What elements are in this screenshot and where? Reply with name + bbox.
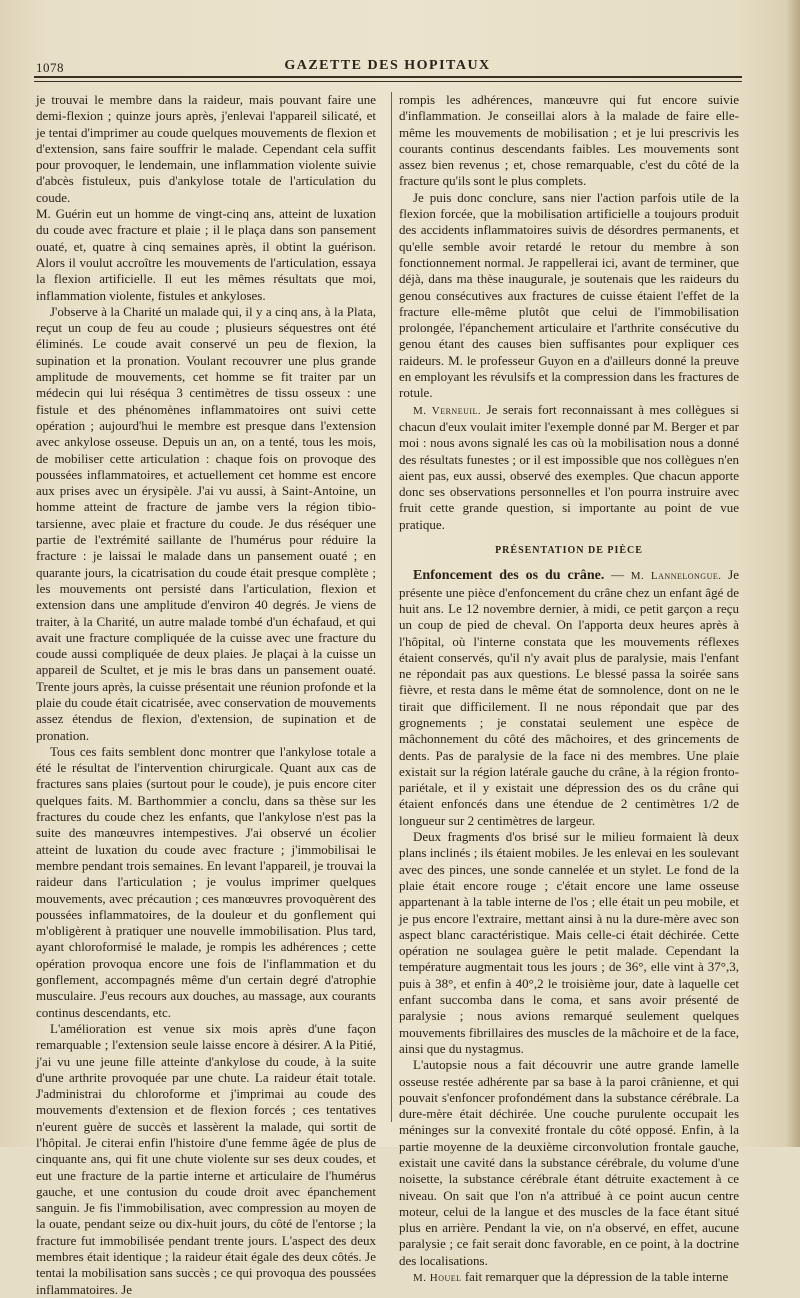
paragraph: M. Guérin eut un homme de vingt-cinq ans, atteint de luxation du coude avec fracture et plaie ; il le plaça dans son pansement ouaté, et, quatre à cinq semaines après, il obtint la guérison. Alors il voulut accroître les mouvements de l'articulation, essaya la flexion artificielle. Il eut les mêmes résultats que moi, inflammation violente, fistules et ankyloses. [36,206,376,303]
section-heading: PRÉSENTATION DE PIÈCE [495,545,643,557]
paragraph: rompis les adhérences, manœuvre qui fut encore suivie d'inflammation. Je conseillai alors à la malade de faire elle-même les mouvements de mobilisation ; et je lui prescrivis les courants continus descendants faibles. Les mouvements sont assez bien revenus ; et, chose remarquable, c'est du côté de la fracture qu'ils sont le plus complets. [399,92,739,189]
paragraph [399,402,739,533]
paragraph-text: Je présente une pièce d'enfoncement du crâne chez un enfant âgé de huit ans. Le 12 novembre dernier, à midi, ce petit garçon a reçu un coup de pied de cheval. On l'apporta deux heures après à l'hôpital, où l'interne constata que les mouvements réflexes étaient conservés, qu'il n'y avait plus de paralysie, mais l'enfant ne répondait pas aux questions. Le blessé passa la soirée sans fièvre, et resta dans le même état de somnolence, dont on ne le tirait que difficilement. Il ne nous répondait que par des grognements ; je constatai seulement une espèce de mâchonnement du côté des mâchoires, et des grincements de dents. Pas de paralysie de la face ni des membres. Une plaie existait sur la région latérale gauche du crâne, à la région fronto-pariétale, et il y existait une dépression des os du crâne qui étaient enfoncés dans une étendue de 2 centimètres 1/2 de longueur sur 2 centimètres de largeur. [399,567,739,828]
paragraph [399,567,739,829]
header-rule-thin [34,81,742,82]
article-dash: — [604,567,631,583]
journal-title: GAZETTE DES HOPITAUX [284,58,491,73]
paragraph-text: Je serais fort reconnaissant à mes collègues si chacun d'eux voulait imiter l'exemple donné par M. Berger et par moi : nous avons signalé les cas où la mobilisation nous a donné des résultats funestes ; or il est impossible que nos collègues n'en aient pas, eux aussi, observé des exemples. Que chacun apporte donc ses observations personnelles et l'on pourra instruire avec fruit cette grande question, si importante au point de vue pratique. [399,401,739,532]
paragraph: Deux fragments d'os brisé sur le milieu formaient là deux plans inclinés ; ils étaient mobiles. Je les enlevai en les soulevant avec des pinces, une sonde cannelée et un stylet. Le fond de la plaie était encore rouge ; c'était encore une lame osseuse appartenant à la table interne de l'os ; elle était un peu mobile, et je pus encore l'extraire, mettant ainsi à nu la dure-mère avec son aspect blanc caractéristique. Mais celle-ci était déchirée. Cette opération ne soulagea guère le petit malade. Cependant la température augmentait tous les jours ; de 36°, elle vint à 37°,3, puis à 38°, et enfin à 40°,2 le troisième jour, date à laquelle cet enfant succomba dans le coma, et sans avoir présenté de paralysie ; nous avions remarqué seulement quelques mouvements fibrillaires des muscles de la mâchoire et de la face, ainsi que du nystagmus. [399,829,739,1056]
page-edge-shadow [786,0,800,1147]
paragraph-text: fait remarquer que la dépression de la table interne [461,1269,729,1285]
paragraph: J'observe à la Charité un malade qui, il y a cinq ans, à la Plata, reçut un coup de feu au coude ; plusieurs séquestres ont été éliminés. Le coude avait conservé un peu de flexion, la supination et la pronation. Voulant recouvrer une plus grande amplitude de mouvements, cet homme se fit traiter par un médecin qui lui réséqua 3 centimètres de tissu osseux : une fistule et des phénomènes inflammatoires ont suivi cette opération ; aujourd'hui le membre est presque dans l'extension avec ankylose osseuse. Depuis un an, on a tenté, tous les mois, de mobiliser cette articulation : chaque fois on provoque des poussées inflammatoires, et actuellement cet homme est encore aux prises avec un érysipèle. J'ai vu aussi, à Saint-Antoine, un homme atteint de fracture de jambe vers la région tibio-tarsienne, avec plaie et fracture du coude. Je dus réséquer une partie de l'extrémité saillante de l'humérus pour réduire la fracture : je laissai le malade dans un pansement ouaté ; en quarante jours, la cicatrisation du coude était presque complète ; les mouvements ont persisté dans l'articulation, flexion et extension dans une amplitude d'environ 40 degrés. Je viens de traiter, à la Charité, un autre malade tombé d'un échafaud, et qui avait une fracture compliquée de la cuisse avec une fracture du coude aussi compliquée de deux plaies. Je plaçai à la cuisse un appareil de Scultet, et je mis le bras dans un pansement ouaté. Trente jours après, la cuisse présentait une réunion profonde et la plaie du coude était cicatrisée, avec conservation de mouvements assez étendus de flexion, d'extension, de supination et de pronation. [36,303,376,743]
page-header [30,58,745,78]
paragraph: je trouvai le membre dans la raideur, mais pouvant faire une demi-flexion ; quinze jours après, j'enlevai l'appareil silicaté, et je tentai d'imprimer au coude quelques mouvements de flexion et d'extension, sans faire souffrir le malade. Cependant cela suffit pour provoquer, le lendemain, une inflammation violente suivie d'abcès fistuleux, puis d'ankylose totale de l'articulation du coude. [36,92,376,205]
paragraph: L'amélioration est venue six mois après d'une façon remarquable ; l'extension seule laisse encore à désirer. A la Pitié, j'ai vu une jeune fille atteinte d'ankylose du coude, à la suite d'une arthrite provoquée par une chute. La raideur était totale. J'administrai du chloroforme et j'imprimai au coude des mouvements d'extension et de flexion forcés ; ces tentatives n'eurent guère de succès et lassèrent la malade, qui sortit de l'hôpital. Je citerai enfin l'histoire d'une femme âgée de plus de cinquante ans, qui fit une chute violente sur ses deux coudes, et eut une fracture de la partie interne et articulaire de l'humérus gauche, et une contusion du coude droit avec épanchement sanguin. Je fis l'immobilisation, avec compression au moyen de la ouate, pendant seize ou dix-huit jours, du côté de l'entorse ; la fracture fut immobilisée pendant trente jours. L'aspect des deux membres était identique ; la raideur était égale des deux côtés. Je tentai la mobilisation sans succès ; ce qui provoqua des poussées inflammatoires. Je [36,1020,376,1297]
right-column [399,92,739,1285]
paragraph: Je puis donc conclure, sans nier l'action parfois utile de la flexion forcée, que la mobilisation artificielle a toujours produit des accidents inflammatoires suivis de désordres permanents, et qu'elle semble avoir retardé le retour du membre à son fonctionnement normal. Je rappellerai ici, avant de terminer, que déjà, dans ma thèse inaugurale, je soutenais que les raideurs du genou consécutives aux fractures de cuisse étaient l'effet de la fracture elle-même plutôt que celui de l'immobilisation prolongée, l'épanchement articulaire et l'arthrite consécutive du genou étant des causes bien suffisantes pour expliquer ces raideurs. M. le professeur Guyon en a d'ailleurs donné la preuve en employant les révulsifs et la compression dans les fractures de rotule. [399,189,739,401]
left-column [36,92,376,1297]
header-rule-thick [34,76,742,78]
column-divider [391,92,392,1122]
paragraph: Tous ces faits semblent donc montrer que l'ankylose totale a été le résultat de l'intervention chirurgicale. Quant aux cas de fractures sans plaies (surtout pour le coude), je puis encore citer quelques faits. M. Barthommier a conclu, dans sa thèse sur les fractures du coude chez les enfants, que l'ankylose n'est pas la suite des manœuvres intempestives. J'ai observé un écolier atteint de luxation du coude avec fracture ; j'immobilisai le membre pendant trois semaines. En levant l'appareil, je trouvai la raideur dans l'articulation ; je voulus imprimer quelques mouvements, avec précaution ; ces manœuvres provoquèrent des poussées inflammatoires, de la douleur et du gonflement qui m'obligèrent à pratiquer une nouvelle immobilisation. Plus tard, ayant chloroformisé le malade, je rompis les adhérences ; cette opération provoqua encore une fois de l'inflammation et du gonflement, accompagnés même d'un certain degré d'atrophie musculaire. J'eus recours aux douches, au massage, aux courants continus descendants, etc. [36,743,376,1020]
speaker-name: M. Lannelongue. [630,570,722,583]
article-title: Enfoncement des os du crâne. [413,568,605,584]
paragraph: L'autopsie nous a fait découvrir une autre grande lamelle osseuse restée adhérente par sa base à la paroi crânienne, et qui pouvait s'enfoncer profondément dans la substance cérébrale. La dure-mère était déchirée. Une couche purulente occupait les méninges sur la convexité frontale du côté opposé. Enfin, à la partie moyenne de la deuxième circonvolution frontale gauche, existait une cavité dans la substance cérébrale, du volume d'une noisette, la substance cérébrale étant détruite exactement à ce niveau. On sait que l'on n'a attribué à ce point aucun centre moteur, celui de la langue et des muscles de la face étant situé plus en arrière. Pendant la vie, on n'a observé, en effet, aucune paralysie ; ce fait serait donc favorable, en ce point, à la doctrine des localisations. [399,1057,739,1268]
page-number: 1078 [36,60,64,75]
paragraph [399,1269,739,1286]
speaker-name: M. Houel [413,1272,462,1285]
speaker-name: M. Verneuil. [413,404,482,417]
